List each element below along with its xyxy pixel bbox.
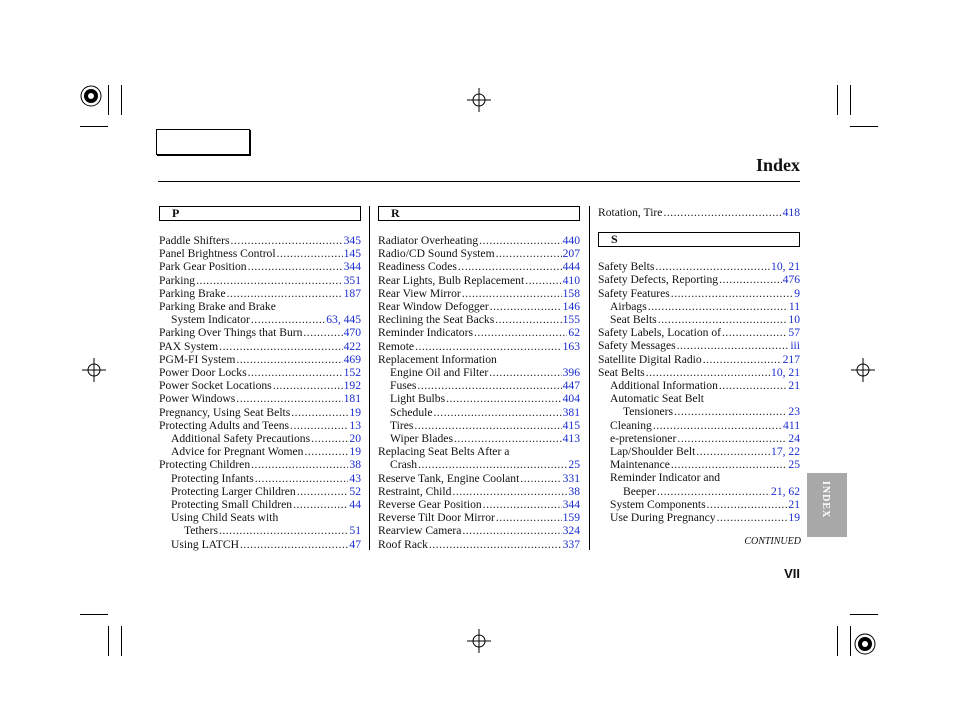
index-entry [598,445,800,458]
page-link[interactable]: 469 [343,352,361,366]
entry-text: Crash [390,458,418,472]
dot-leader [236,353,342,366]
entry-text: Power Door Locks [159,366,247,380]
header-blank-box [156,129,250,155]
entry-text: Lap/Shoulder Belt [610,445,696,459]
entry-text: Panel Brightness Control [159,247,276,261]
index-entry [598,498,800,511]
entry-list [598,260,800,524]
entry-text: Radio/CD Sound System [378,247,495,261]
entry-text: Protecting Adults and Teens [159,418,290,432]
page-link[interactable]: 444 [562,260,580,274]
page-link[interactable]: 17, 22 [771,445,800,459]
column-divider [589,206,590,550]
index-entry [598,313,800,326]
index-entry [378,287,580,300]
section-letter: R [378,206,580,221]
page-number: VII [784,566,800,581]
index-entry [159,353,361,366]
dot-leader [719,273,782,286]
index-entry [378,538,580,551]
page-link[interactable]: 19 [788,511,800,525]
index-entry [378,419,580,432]
page-link[interactable]: 192 [343,379,361,393]
crosshair-icon [851,358,875,382]
dot-leader [703,353,782,366]
header-rule [158,181,800,182]
page-link[interactable]: 324 [562,524,580,538]
page-link[interactable]: 43 [349,471,361,485]
dot-leader [495,313,561,326]
entry-text: Parking Over Things that Burn [159,326,303,340]
page-link[interactable]: 21 [788,379,800,393]
index-entry [378,485,580,498]
index-column-s [598,206,800,524]
dot-leader [474,326,567,339]
entry-text: Replacement Information [378,352,497,366]
index-entry [159,366,361,379]
index-entry [378,353,580,366]
entry-text: Reclining the Seat Backs [378,313,495,327]
page-link[interactable]: 344 [562,498,580,512]
page-link[interactable]: 19 [349,445,361,459]
index-entry [378,379,580,392]
dot-leader [251,458,348,471]
index-entry [598,485,800,498]
entry-text: System Indicator [171,313,250,327]
page-link[interactable]: 38 [349,458,361,472]
dot-leader [196,274,343,287]
page-link[interactable]: 418 [782,206,800,219]
index-entry [159,340,361,353]
entry-text: Use During Pregnancy [610,511,716,525]
page-link[interactable]: 10, 21 [771,260,800,274]
page-link[interactable]: 404 [562,392,580,406]
page-link[interactable]: 155 [562,313,580,327]
index-entry [159,260,361,273]
entry-text: PAX System [159,339,219,353]
dot-leader [671,287,793,300]
index-entry [378,524,580,537]
dot-leader [707,498,788,511]
index-entry [159,498,361,511]
entry-text: Automatic Seat Belt [610,392,705,406]
entry-text: Schedule [390,405,433,419]
dot-leader [657,485,770,498]
dot-leader [418,458,567,471]
index-entry [378,511,580,524]
entry-text: Safety Labels, Location of [598,326,721,340]
dot-leader [248,366,343,379]
entry-text: Cleaning [610,418,652,432]
dot-leader [248,260,343,273]
index-entry [378,300,580,313]
entry-text: Parking Brake [159,286,226,300]
page-link[interactable]: 331 [562,471,580,485]
dot-leader [717,511,788,524]
index-entry [378,458,580,471]
index-entry [378,340,580,353]
entry-text: Protecting Larger Children [171,484,296,498]
page-link[interactable]: 422 [343,339,361,353]
dot-leader [251,313,325,326]
dot-leader [291,406,348,419]
page-link[interactable]: 63, 445 [326,313,361,327]
index-entry [598,260,800,273]
crosshair-icon [467,629,491,653]
dot-leader [663,206,781,219]
dot-leader [496,511,562,524]
dot-leader [458,260,562,273]
page-link[interactable]: 21 [788,497,800,511]
index-entry [598,405,800,418]
page-link[interactable]: 51 [349,524,361,538]
dot-leader [219,340,342,353]
entry-text: Power Windows [159,392,236,406]
dot-leader [520,472,561,485]
page-link[interactable]: 396 [562,366,580,380]
crosshair-icon [82,358,106,382]
index-entry [159,326,361,339]
index-entry [598,326,800,339]
index-entry [159,247,361,260]
entry-text: Parking Brake and Brake [159,300,276,314]
dot-leader [489,366,561,379]
page-link[interactable]: 447 [562,379,580,393]
dot-leader [671,458,788,471]
dot-leader [290,419,348,432]
entry-text: Safety Belts [598,260,655,274]
entry-text: Reminder Indicator and [610,471,721,485]
entry-text: Airbags [610,299,647,313]
page-link[interactable]: 217 [782,352,800,366]
entry-text: Rear View Mirror [378,286,461,300]
dot-leader [719,379,788,392]
index-entry [378,326,580,339]
column-divider [369,206,370,550]
page-link[interactable]: 25 [788,458,800,472]
dot-leader [525,274,561,287]
entry-text: Radiator Overheating [378,234,479,247]
index-entry [598,392,800,405]
dot-leader [277,247,343,260]
entry-text: Using Child Seats with [171,511,279,525]
section-letter: P [159,206,361,221]
index-entry [159,485,361,498]
page-link[interactable]: 181 [343,392,361,406]
dot-leader [231,234,343,247]
page-link[interactable]: 62 [568,326,580,340]
page-link[interactable]: 24 [788,431,800,445]
entry-text: Reverse Gear Position [378,498,482,512]
entry-text: Tires [390,418,414,432]
entry-text: Rear Lights, Bulb Replacement [378,273,525,287]
dot-leader [648,300,788,313]
index-entry [598,339,800,352]
page-link[interactable]: iii [790,339,800,353]
page-link[interactable]: 9 [794,286,800,300]
dot-leader [303,326,342,339]
entry-text: Seat Belts [598,365,645,379]
dot-leader [696,445,770,458]
entry-text: Replacing Seat Belts After a [378,445,510,459]
index-entry [598,419,800,432]
entry-text: Reverse Tilt Door Mirror [378,511,495,525]
index-entry [159,472,361,485]
dot-leader [255,472,349,485]
entry-text: Rear Window Defogger [378,300,489,314]
page-link[interactable]: 344 [343,260,361,274]
dot-leader [415,340,562,353]
entry-list [159,234,361,551]
index-entry [159,234,361,247]
entry-text: Protecting Small Children [171,498,293,512]
dot-leader [658,313,788,326]
dot-leader [297,485,349,498]
entry-text: Fuses [390,379,417,393]
index-entry [378,472,580,485]
entry-text: Paddle Shifters [159,234,230,247]
dot-leader [240,538,348,551]
index-entry [598,366,800,379]
page-link[interactable]: 381 [562,405,580,419]
index-entry [378,234,580,247]
index-entry [598,206,800,219]
entry-text: Park Gear Position [159,260,247,274]
page-link[interactable]: 21, 62 [771,484,800,498]
index-entry [159,274,361,287]
index-tab[interactable] [807,473,847,537]
entry-text: e-pretensioner [610,431,677,445]
dot-leader [483,498,562,511]
index-entry [159,392,361,405]
page-link[interactable]: 10 [788,313,800,327]
continued-note: CONTINUED [744,536,801,547]
entry-text: Reserve Tank, Engine Coolant [378,471,520,485]
index-entry [378,392,580,405]
entry-text: Beeper [623,484,656,498]
index-entry [378,247,580,260]
entry-text: Parking [159,273,196,287]
index-entry [159,445,361,458]
index-entry [159,300,361,313]
page-link[interactable]: 163 [562,339,580,353]
page-link[interactable]: 10, 21 [771,365,800,379]
page-link[interactable]: 57 [788,326,800,340]
page-link[interactable]: 159 [562,511,580,525]
dot-leader [490,300,562,313]
entry-text: Light Bulbs [390,392,446,406]
registration-target-icon [853,632,877,656]
index-column-p [159,206,361,551]
page-link[interactable]: 146 [562,300,580,314]
index-entry [378,406,580,419]
entry-text: Wiper Blades [390,432,453,446]
entry-text: System Components [610,497,706,511]
index-entry [159,406,361,419]
crosshair-icon [467,88,491,112]
page-link[interactable]: 411 [783,418,800,432]
dot-leader [452,485,567,498]
page-link[interactable]: 410 [562,273,580,287]
index-entry [378,313,580,326]
index-entry [598,471,800,484]
entry-text: Rearview Camera [378,524,462,538]
page-link[interactable]: 158 [562,286,580,300]
page-link[interactable]: 145 [343,247,361,261]
dot-leader [311,432,348,445]
page-link[interactable]: 440 [562,234,580,247]
page-link[interactable]: 44 [349,498,361,512]
section-letter: S [598,232,800,247]
page-link[interactable]: 38 [568,484,580,498]
dot-leader [454,432,562,445]
page-title: Index [755,155,800,175]
dot-leader [655,260,770,273]
page-link[interactable]: 19 [349,405,361,419]
entry-text: Rotation, Tire [598,206,663,219]
entry-text: Protecting Children [159,458,251,472]
index-entry [378,498,580,511]
index-entry [598,432,800,445]
index-entry [598,273,800,286]
index-entry [159,511,361,524]
dot-leader [414,419,561,432]
entry-text: Tensioners [623,405,674,419]
dot-leader [674,405,787,418]
dot-leader [273,379,343,392]
index-entry [378,445,580,458]
entry-text: Reminder Indicators [378,326,473,340]
entry-text: Safety Messages [598,339,676,353]
entry-text: Additional Safety Precautions [171,432,311,446]
page-link[interactable]: 47 [349,537,361,551]
dot-leader [446,392,562,405]
dot-leader [462,287,562,300]
page-link[interactable]: 187 [343,286,361,300]
dot-leader [646,366,770,379]
page-link[interactable]: 11 [788,299,800,313]
index-entry [159,458,361,471]
dot-leader [462,524,561,537]
index-entry [598,458,800,471]
page-link[interactable]: 52 [349,484,361,498]
entry-text: Restraint, Child [378,484,452,498]
index-entry [598,379,800,392]
index-entry [598,353,800,366]
entry-text: Advice for Pregnant Women [171,445,304,459]
entry-text: Safety Defects, Reporting [598,273,719,287]
dot-leader [479,234,561,247]
page-link[interactable]: 20 [349,432,361,446]
index-tab-label: INDEX [820,481,831,519]
entry-text: Satellite Digital Radio [598,352,702,366]
index-entry [159,538,361,551]
index-entry [598,300,800,313]
dot-leader [304,445,348,458]
page-link[interactable]: 337 [562,537,580,551]
index-column-r [378,206,580,551]
entry-text: Power Socket Locations [159,379,272,393]
page-link[interactable]: 470 [343,326,361,340]
dot-leader [429,538,562,551]
index-entry [159,432,361,445]
dot-leader [496,247,562,260]
page-link[interactable]: 23 [788,405,800,419]
entry-text: Safety Features [598,286,670,300]
entry-text: Readiness Codes [378,260,457,274]
entry-text: Roof Rack [378,537,428,551]
page-link[interactable]: 207 [562,247,580,261]
dot-leader [677,432,787,445]
index-entry [159,419,361,432]
index-entry [159,524,361,537]
dot-leader [219,524,348,537]
page-link[interactable]: 13 [349,418,361,432]
index-entry [378,260,580,273]
dot-leader [722,326,787,339]
page-link[interactable]: 345 [343,234,361,247]
entry-text: Using LATCH [171,537,239,551]
index-entry [598,511,800,524]
page-link[interactable]: 25 [568,458,580,472]
entry-list [598,206,800,219]
page-link[interactable]: 413 [562,432,580,446]
dot-leader [677,339,790,352]
page-link[interactable]: 476 [782,273,800,287]
entry-text: Additional Information [610,379,718,393]
registration-target-icon [79,84,103,108]
dot-leader [653,419,782,432]
index-entry [378,432,580,445]
dot-leader [293,498,348,511]
page-link[interactable]: 415 [562,418,580,432]
page-link[interactable]: 351 [343,273,361,287]
index-entry [378,366,580,379]
entry-text: Seat Belts [610,313,657,327]
index-entry [598,287,800,300]
dot-leader [227,287,343,300]
entry-text: Pregnancy, Using Seat Belts [159,405,291,419]
page-link[interactable]: 152 [343,366,361,380]
entry-text: PGM-FI System [159,352,236,366]
index-entry [159,379,361,392]
index-entry [378,274,580,287]
entry-text: Tethers [184,524,218,538]
dot-leader [236,392,342,405]
entry-text: Maintenance [610,458,670,472]
index-entry [159,313,361,326]
dot-leader [417,379,561,392]
entry-text: Remote [378,339,415,353]
entry-text: Engine Oil and Filter [390,366,489,380]
dot-leader [434,406,562,419]
entry-text: Protecting Infants [171,471,254,485]
index-entry [159,287,361,300]
entry-list [378,234,580,551]
